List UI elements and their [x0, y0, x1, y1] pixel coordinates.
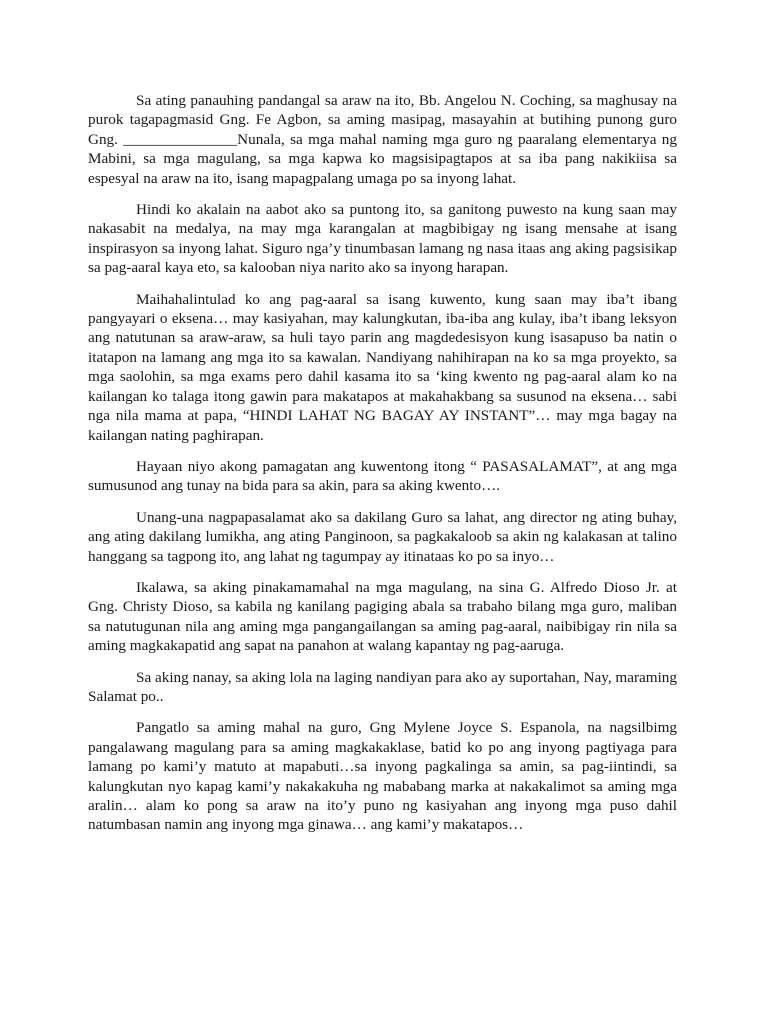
- paragraph-story: Maihahalintulad ko ang pag-aaral sa isang kuwento, kung saan may iba’t ibang pangyayari o eksena… may kasiyahan, may kalungkutan, iba-iba ang kulay, iba’t ibang leksyon ang natutunan sa araw-araw, sa huli tayo parin ang magdedesisyon kung isasapuso ba natin o itatapon na lamang ang mga ito sa kawalan. Nandiyang nahihirapan na ko sa mga proyekto, sa mga saolohin, sa mga exams pero dahil kasama ito sa ‘king kwento ng pag-aaral alam ko na kailangan ko talaga itong gawin para makatapos at makahakbang sa susunod na eksena… sabi nga nila mama at papa, “HINDI LAHAT NG BAGAY AY INSTANT”… may mga bagay na kailangan nating paghirapan.: [88, 290, 677, 444]
- paragraph-third-thanks: Pangatlo sa aming mahal na guro, Gng Mylene Joyce S. Espanola, na nagsilbimg pangalawang magulang para sa aming magkakaklase, batid ko po ang inyong pagtiyaga para lamang po kami’y matuto at mapabuti…sa inyong pagkalinga sa amin, sa pag-iintindi, sa kalungkutan nyo kapag kami’y nakakakuha ng mababang marka at nakakalimot sa aming mga aralin… alam ko pong sa araw na ito’y puno ng kasiyahan ang inyong mga puso dahil natumbasan namin ang inyong mga ginawa… ang kami’y makatapos…: [88, 719, 677, 834]
- paragraph-reflection: Hindi ko akalain na aabot ako sa puntong ito, sa ganitong puwesto na kung saan may nakasabit na medalya, na may mga karangalan at magbibigay ng isang mensahe at isang inspirasyon sa inyong lahat. Siguro nga’y tinumbasan lamang ng nasa itaas ang aking pagsisikap sa pag-aaral kaya eto, sa kalooban niya narito ako sa inyong harapan.: [88, 201, 677, 277]
- paragraph-title: Hayaan niyo akong pamagatan ang kuwentong itong “ PASASALAMAT”, at ang mga sumusunod ang tunay na bida para sa akin, para sa aking kwento….: [88, 457, 677, 495]
- document-page: [88, 91, 677, 847]
- paragraph-second-thanks: Ikalawa, sa aking pinakamamahal na mga magulang, na sina G. Alfredo Dioso Jr. at Gng. Christy Dioso, sa kabila ng kanilang pagiging abala sa trabaho bilang mga guro, maliban sa natutugunan nila ang aming mga pangangailangan sa aming pag-aaral, naibibigay rin nila sa aming magkakapatid ang sapat na panahon at walang kapantay ng pag-aaruga.: [88, 578, 677, 655]
- paragraph-nanay-lola: Sa aking nanay, sa aking lola na laging nandiyan para ako ay suportahan, Nay, maraming Salamat po..: [88, 668, 677, 705]
- paragraph-first-thanks: Unang-una nagpapasalamat ako sa dakilang Guro sa lahat, ang director ng ating buhay, ang ating dakilang lumikha, ang ating Panginoon, sa pagkakaloob sa akin ng kalakasan at talino hanggang sa tagpong ito, ang lahat ng tagumpay ay itinataas ko po sa inyo…: [88, 508, 677, 565]
- paragraph-greeting: Sa ating panauhing pandangal sa araw na ito, Bb. Angelou N. Coching, sa maghusay na purok tagapagmasid Gng. Fe Agbon, sa aming masipag, masayahin at butihing punong guro Gng. _______________Nunala, sa mga mahal naming mga guro ng paaralang elementarya ng Mabini, sa mga magulang, sa mga kapwa ko magsisipagtapos at sa iba pang nakikiisa sa espesyal na araw na ito, isang mapagpalang umaga po sa inyong lahat.: [88, 92, 677, 187]
